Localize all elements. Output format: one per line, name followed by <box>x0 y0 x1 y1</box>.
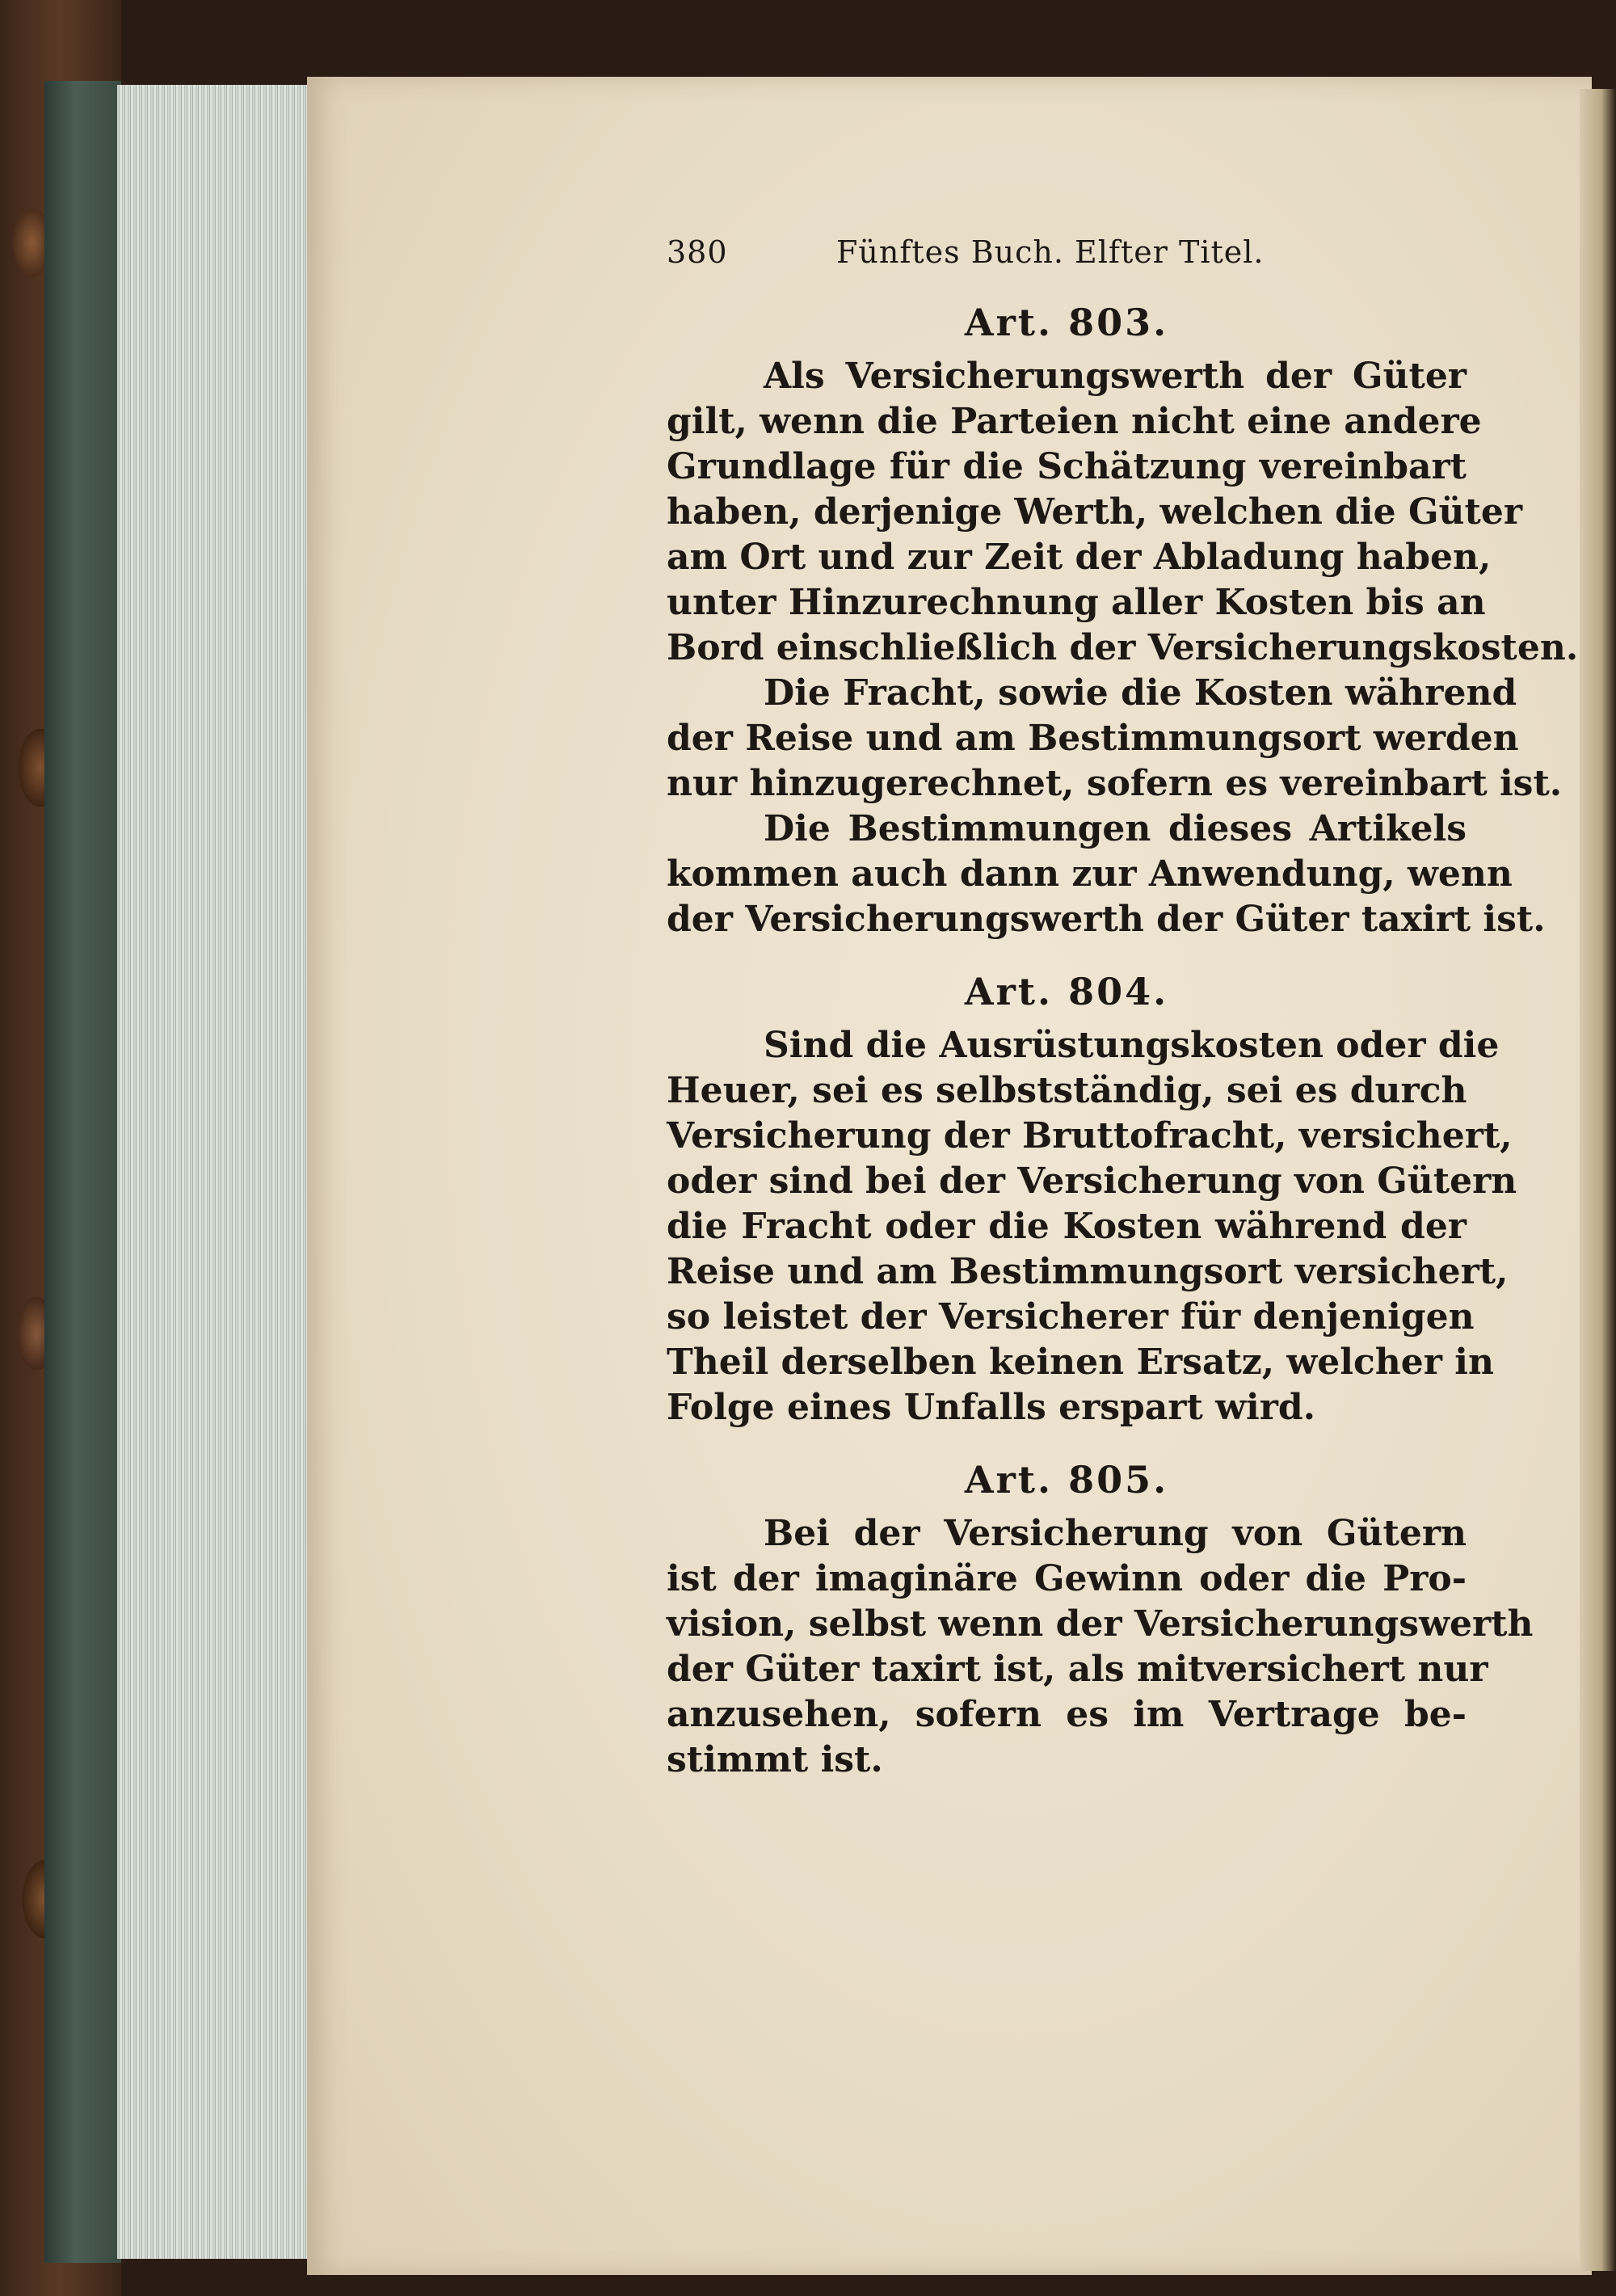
article-paragraph <box>667 354 1579 671</box>
text-line: so leistet der Versicherer für denjenigen <box>667 1296 1475 1338</box>
articles <box>667 291 1579 1783</box>
running-head: Fünftes Buch. Elfter Titel. <box>836 234 1265 270</box>
text-line: Grundlage für die Schätzung vereinbart <box>667 446 1467 487</box>
article-paragraph <box>667 671 1563 807</box>
text-line: gilt, wenn die Parteien nicht eine andere <box>667 401 1482 442</box>
text-line: Reise und am Bestimmungsort versichert, <box>667 1251 1509 1292</box>
text-line: nur hinzugerechnet, sofern es vereinbart ist. <box>667 763 1563 804</box>
article-paragraph <box>667 1511 1534 1783</box>
text-line: haben, derjenige Werth, welchen die Güter <box>667 491 1523 533</box>
book-spine-edge <box>44 81 121 2263</box>
page-right-edge <box>1580 89 1616 2271</box>
text-line: Als Versicherungswerth der Güter <box>764 356 1467 397</box>
text-line: Die Fracht, sowie die Kosten während <box>764 672 1517 714</box>
article-heading: Art. 803. <box>964 301 1169 344</box>
article-gap <box>667 942 1467 960</box>
article-gap <box>667 1430 1467 1448</box>
article-heading: Art. 804. <box>964 970 1169 1013</box>
page-edges <box>117 85 319 2259</box>
text-line: Bord einschließlich der Versicherungskosten. <box>667 627 1579 668</box>
text-line: der Güter taxirt ist, als mitversichert nur <box>667 1649 1488 1690</box>
article-paragraph <box>667 807 1546 942</box>
text-line: Versicherung der Bruttofracht, versichert, <box>667 1115 1513 1156</box>
text-line: Die Bestimmungen dieses Artikels <box>764 808 1467 849</box>
text-line: kommen auch dann zur Anwendung, wenn <box>667 853 1513 895</box>
page-number: 380 <box>667 234 728 270</box>
text-line: der Versicherungswerth der Güter taxirt ist. <box>667 899 1546 940</box>
text-line: ist der imaginäre Gewinn oder die Pro- <box>667 1558 1467 1599</box>
text-line: Sind die Ausrüstungskosten oder die <box>764 1025 1500 1066</box>
text-line: anzusehen, sofern es im Vertrage be- <box>667 1694 1467 1735</box>
text-line: Folge eines Unfalls erspart wird. <box>667 1387 1315 1428</box>
text-line: am Ort und zur Zeit der Abladung haben, <box>667 537 1492 578</box>
text-line: stimmt ist. <box>667 1739 883 1780</box>
text-line: oder sind bei der Versicherung von Gütern <box>667 1161 1517 1202</box>
article-heading: Art. 805. <box>964 1458 1169 1502</box>
text-line: Bei der Versicherung von Gütern <box>764 1513 1467 1554</box>
article-paragraph <box>667 1023 1517 1430</box>
text-line: die Fracht oder die Kosten während der <box>667 1206 1467 1247</box>
page-header <box>667 234 1467 291</box>
page-text <box>667 234 1579 1783</box>
text-line: vision, selbst wenn der Versicherungswerth <box>667 1603 1534 1645</box>
text-line: der Reise und am Bestimmungsort werden <box>667 718 1519 759</box>
text-line: Theil derselben keinen Ersatz, welcher in <box>667 1342 1494 1383</box>
text-line: Heuer, sei es selbstständig, sei es durch <box>667 1070 1467 1111</box>
text-line: unter Hinzurechnung aller Kosten bis an <box>667 582 1486 623</box>
